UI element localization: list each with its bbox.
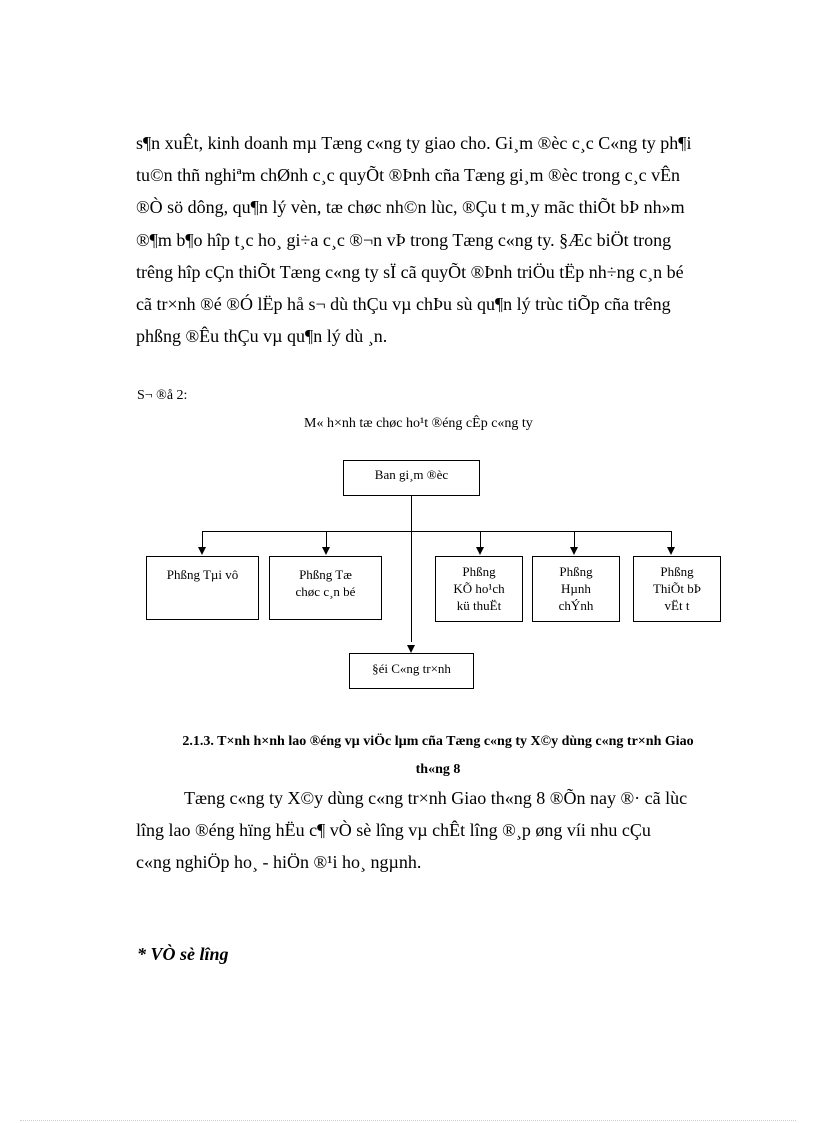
dept-box-planning-technical: Phßng KÕ ho¹ch kü thuËt	[435, 556, 523, 622]
arrow-down-icon	[198, 547, 206, 555]
paragraph-line: phßng ®Êu thÇu vµ qu¶n lý dù ¸n.	[136, 326, 388, 347]
arrow-down-icon	[407, 645, 415, 653]
dept-box-equipment-materials: Phßng ThiÕt bÞ vËt t	[633, 556, 721, 622]
paragraph-line: s¶n xuÊt, kinh doanh mµ Tæng c«ng ty giao cho. Gi¸m ®èc c¸c C«ng ty ph¶i	[136, 133, 692, 153]
dept-box-administration: Phßng Hµnh chÝnh	[532, 556, 620, 622]
paragraph-line: ®¶m b¶o hîp t¸c ho¸ gi÷a c¸c ®¬n vÞ trong Tæng c«ng ty. §Æc biÖt trong	[136, 229, 672, 250]
connector-vertical	[411, 496, 412, 642]
paragraph-line: lîng lao ®éng hïng hËu c¶ vÒ sè lîng vµ chÊt lîng ®¸p øng víi nhu cÇu	[136, 820, 651, 841]
top-box-board: Ban gi¸m ®èc	[343, 460, 480, 496]
paragraph-2	[136, 782, 740, 879]
dept-box-finance: Phßng Tµi vô	[146, 556, 259, 620]
dept-box-personnel: Phßng Tæ chøc c¸n bé	[269, 556, 382, 620]
diagram-title: M« h×nh tæ chøc ho¹t ®éng cÊp c«ng ty	[304, 416, 533, 431]
paragraph-line: trêng hîp cÇn thiÕt Tæng c«ng ty sÏ cã quyÕt ®Þnh triÖu tËp nh÷ng c¸n bé	[136, 261, 684, 282]
arrow-down-icon	[570, 547, 578, 555]
arrow-down-icon	[322, 547, 330, 555]
connector-branch	[671, 531, 672, 547]
heading-line: th«ng 8	[415, 762, 461, 777]
arrow-down-icon	[667, 547, 675, 555]
paragraph-1	[136, 127, 740, 352]
arrow-down-icon	[476, 547, 484, 555]
connector-branch	[574, 531, 575, 547]
connector-horizontal	[202, 531, 671, 532]
connector-branch	[326, 531, 327, 547]
diagram-label: S¬ ®å 2:	[137, 388, 188, 403]
paragraph-line: ®Ò sö dông, qu¶n lý vèn, tæ chøc nh©n lùc, ®Çu t m¸y mãc thiÕt bÞ nh»m	[136, 197, 685, 218]
paragraph-line: tu©n thñ nghiªm chØnh c¸c quyÕt ®Þnh cña Tæng gi¸m ®èc trong c¸c vÊn	[136, 165, 681, 186]
section-heading	[136, 728, 740, 784]
page-bottom-divider	[20, 1120, 796, 1121]
connector-branch	[480, 531, 481, 547]
heading-line: 2.1.3. T×nh h×nh lao ®éng vµ viÖc lµm cña Tæng c«ng ty X©y dùng c«ng tr×nh Giao	[182, 734, 694, 749]
paragraph-line: cã tr×nh ®é ®Ó lËp hå s¬ dù thÇu vµ chÞu sù qu¶n lý trùc tiÕp cña trêng	[136, 293, 671, 314]
connector-branch	[202, 531, 203, 547]
paragraph-line: Tæng c«ng ty X©y dùng c«ng tr×nh Giao th«ng 8 ®Õn nay ®· cã lùc	[184, 788, 688, 808]
paragraph-line: c«ng nghiÖp ho¸ - hiÖn ®¹i ho¸ ngµnh.	[136, 852, 422, 873]
bottom-box-construction-team: §éi C«ng tr×nh	[349, 653, 474, 689]
subheading: * VÒ sè lîng	[137, 944, 229, 964]
